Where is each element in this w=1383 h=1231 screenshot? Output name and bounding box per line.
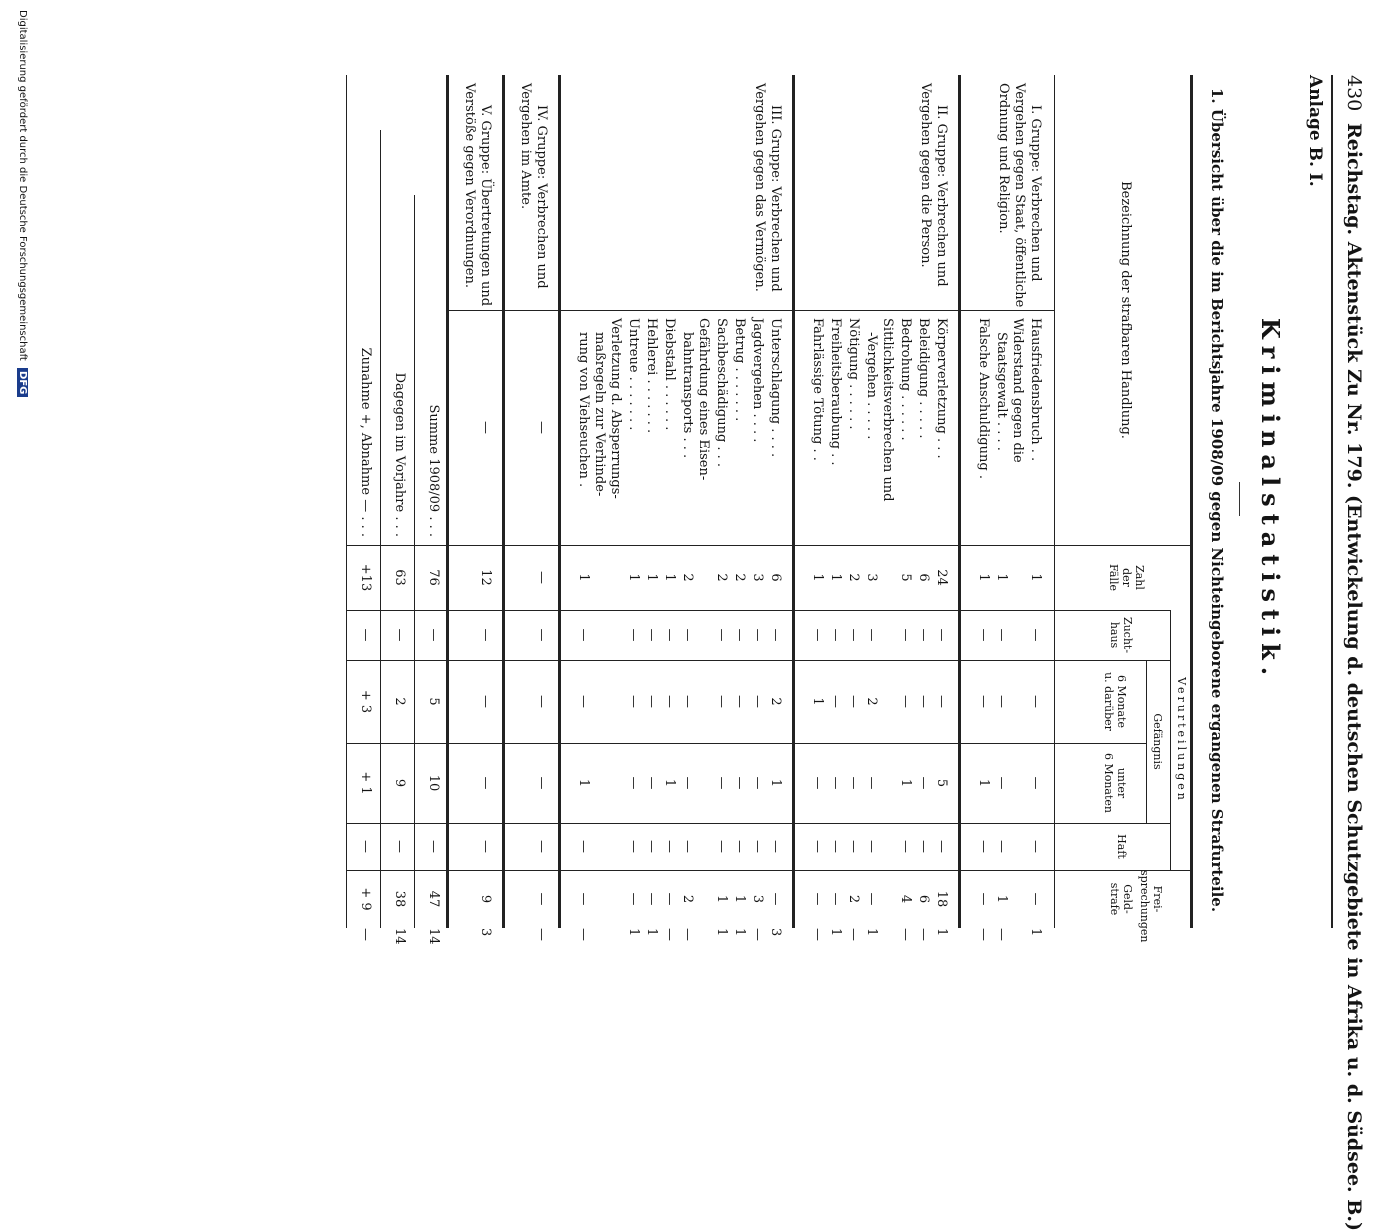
value-detention: — — [976, 840, 991, 853]
value-fine: 6 — [916, 894, 931, 904]
table-rule — [958, 75, 961, 928]
group-name: Verstöße gegen Verordnungen. — [462, 83, 477, 288]
value-cases: 1 — [576, 573, 591, 582]
value-acquittals: 1 — [732, 928, 747, 937]
value-prison-6plus: — — [1028, 695, 1043, 708]
value-prison-under6: — — [714, 776, 729, 790]
value-prison-6plus: — — [576, 695, 591, 708]
value-detention: — — [898, 840, 913, 853]
value-acquittals: 3 — [478, 928, 493, 937]
total-fine: 47 — [426, 890, 441, 908]
value-cases: 1 — [810, 573, 825, 582]
value-cases: 2 — [714, 573, 729, 582]
offense-label: Freiheitsberaubung . . — [828, 318, 843, 466]
value-prison-6plus: — — [976, 695, 991, 708]
value-prison-under6: — — [478, 776, 493, 790]
value-acquittals: — — [916, 928, 931, 941]
value-prison-under6: 1 — [898, 778, 913, 788]
cases-column-header: Zahl — [1133, 565, 1146, 590]
digitization-note — [17, 10, 28, 397]
value-cases: 1 — [662, 573, 677, 582]
value-acquittals: — — [534, 928, 549, 941]
value-prison-under6: — — [680, 776, 695, 790]
offense-label: Staatsgewalt . . . . — [994, 332, 1009, 451]
offense-label: Nötigung . . . . . . — [846, 318, 861, 430]
value-acquittals: — — [810, 928, 825, 941]
value-penitentiary: — — [750, 628, 765, 642]
value-penitentiary: — — [864, 628, 879, 642]
table-rule — [1170, 610, 1171, 870]
value-detention: — — [662, 840, 677, 853]
value-prison-6plus: — — [994, 695, 1009, 708]
value-fine: 2 — [846, 894, 861, 904]
value-cases: 2 — [680, 573, 695, 582]
offense-label: Widerstand gegen die — [1010, 318, 1025, 463]
penitentiary-column-header: Zucht- — [1121, 616, 1134, 654]
total-acquittals: 14 — [426, 928, 441, 945]
totals-label: Summe 1908/09 . . . — [426, 404, 441, 537]
table-rule — [414, 195, 415, 928]
total-detention: — — [392, 840, 407, 853]
value-penitentiary: — — [626, 628, 641, 642]
table-rule — [558, 75, 561, 928]
totals-label: Dagegen im Vorjahre . . . — [392, 372, 407, 537]
total-cases: 63 — [392, 569, 407, 586]
value-cases: 1 — [828, 573, 843, 582]
value-prison-6plus: — — [732, 695, 747, 708]
offense-label: — — [534, 421, 549, 434]
value-penitentiary: — — [714, 628, 729, 642]
table-rule — [380, 130, 381, 928]
header-rule — [1331, 75, 1333, 928]
value-prison-6plus: — — [898, 695, 913, 708]
acquittals-column-header: Frei- — [1151, 885, 1164, 913]
prison-under6-column-header: 6 Monaten — [1102, 752, 1115, 814]
value-acquittals: — — [662, 928, 677, 941]
value-fine: 9 — [478, 894, 493, 904]
offense-label: Jagdvergehen . . . . — [750, 318, 765, 443]
total-fine: 38 — [392, 890, 407, 908]
value-prison-6plus: — — [534, 695, 549, 708]
group-name: II. Gruppe: Verbrechen und — [934, 105, 949, 287]
table-rule — [502, 75, 505, 928]
value-prison-under6: — — [846, 776, 861, 790]
value-penitentiary: — — [478, 628, 493, 642]
total-prison-under6: + 1 — [358, 771, 373, 795]
value-fine: 1 — [994, 894, 1009, 904]
value-penitentiary: — — [898, 628, 913, 642]
value-prison-under6: — — [810, 776, 825, 790]
value-prison-6plus: — — [934, 695, 949, 708]
acquittals-column-header: sprechungen — [1138, 870, 1151, 943]
value-penitentiary: — — [994, 628, 1009, 642]
value-prison-under6: — — [1028, 776, 1043, 790]
group-name: V. Gruppe: Übertretungen und — [478, 105, 493, 307]
value-acquittals: 1 — [644, 928, 659, 937]
value-detention: — — [846, 840, 861, 853]
dfg-logo: DFG — [17, 368, 28, 397]
value-fine: — — [1028, 892, 1043, 906]
value-detention: — — [864, 840, 879, 853]
value-acquittals: — — [994, 928, 1009, 941]
prison-6plus-column-header: 6 Monate — [1115, 675, 1128, 728]
value-penitentiary: — — [934, 628, 949, 642]
value-prison-6plus: — — [750, 695, 765, 708]
value-fine: — — [768, 892, 783, 906]
value-detention: — — [714, 840, 729, 853]
value-acquittals: 3 — [768, 928, 783, 937]
value-detention: — — [750, 840, 765, 853]
offense-label: maßregeln zur Verhinde- — [592, 332, 607, 497]
fine-column-header: strafe — [1108, 882, 1121, 916]
table-rule — [1190, 75, 1193, 928]
cases-column-header: der — [1120, 568, 1133, 587]
total-prison-6plus: + 3 — [358, 689, 373, 714]
value-detention: — — [768, 840, 783, 853]
value-prison-under6: — — [864, 776, 879, 790]
value-acquittals: — — [576, 928, 591, 941]
offense-column-header: Bezeichnung der strafbaren Handlung. — [1118, 181, 1133, 439]
value-prison-6plus: — — [714, 695, 729, 708]
prison-header: Gefängnis — [1151, 713, 1164, 770]
offense-label: rung von Viehseuchen . — [576, 332, 591, 488]
column-rule — [347, 610, 1171, 611]
offense-label: Diebstahl . . . . . . — [662, 318, 677, 431]
total-prison-6plus: 5 — [426, 697, 441, 706]
value-cases: 2 — [846, 573, 861, 582]
group-name: III. Gruppe: Verbrechen und — [768, 105, 783, 292]
value-acquittals: — — [680, 928, 695, 941]
value-acquittals: — — [898, 928, 913, 941]
value-cases: 6 — [768, 573, 783, 582]
value-detention: — — [644, 840, 659, 853]
value-penitentiary: — — [732, 628, 747, 642]
total-prison-under6: 9 — [392, 778, 407, 788]
offense-label: Falsche Anschuldigung . — [976, 318, 991, 479]
value-prison-under6: 1 — [768, 778, 783, 788]
column-rule — [347, 743, 1147, 744]
page-header — [1335, 75, 1365, 1231]
value-prison-6plus: — — [828, 695, 843, 708]
value-prison-6plus: — — [626, 695, 641, 708]
group-name: Vergehen gegen die Person. — [918, 83, 933, 268]
offense-label: Betrug . . . . . . . — [732, 318, 747, 422]
value-cases: 3 — [750, 573, 765, 582]
offense-label: Körperverletzung . . . — [934, 318, 949, 459]
value-fine: — — [626, 892, 641, 906]
value-fine: — — [662, 892, 677, 906]
value-fine: — — [534, 892, 549, 906]
total-detention: — — [358, 840, 373, 853]
penitentiary-column-header: haus — [1108, 621, 1121, 649]
total-cases: +13 — [358, 563, 373, 592]
value-prison-6plus: 1 — [810, 697, 825, 706]
value-fine: 2 — [680, 894, 695, 904]
page-number: 430 — [1343, 75, 1365, 112]
offense-label: Sittlichkeitsverbrechen und — [880, 318, 895, 502]
value-penitentiary: — — [846, 628, 861, 642]
total-penitentiary: — — [426, 628, 441, 642]
total-prison-6plus: 2 — [392, 697, 407, 706]
value-fine: — — [576, 892, 591, 906]
column-rule — [347, 823, 1171, 824]
value-cases: 1 — [976, 573, 991, 582]
group-name: IV. Gruppe: Verbrechen und — [534, 105, 549, 289]
value-acquittals: — — [750, 928, 765, 941]
value-prison-under6: — — [644, 776, 659, 790]
offense-label: Bedrohung . . . . . . — [898, 318, 913, 441]
value-penitentiary: — — [768, 628, 783, 642]
column-rule — [347, 545, 1193, 546]
value-acquittals: 1 — [1028, 928, 1043, 937]
total-penitentiary: — — [358, 628, 373, 642]
value-prison-6plus: 2 — [864, 697, 879, 706]
value-prison-under6: 1 — [662, 778, 677, 788]
value-fine: 1 — [732, 894, 747, 904]
cases-column-header: Fälle — [1107, 564, 1120, 591]
value-penitentiary: — — [644, 628, 659, 642]
table-rule — [1146, 660, 1147, 823]
value-fine: — — [976, 892, 991, 906]
totals-label: Zunahme +, Abnahme — . . . — [358, 347, 373, 537]
value-prison-under6: 1 — [976, 778, 991, 788]
value-penitentiary: — — [1028, 628, 1043, 642]
column-rule — [347, 660, 1171, 661]
convictions-header: Verurteilungen — [1175, 677, 1188, 803]
value-prison-under6: — — [732, 776, 747, 790]
value-penitentiary: — — [662, 628, 677, 642]
total-penitentiary: — — [392, 628, 407, 642]
offense-label: — — [478, 421, 493, 434]
value-cases: 1 — [994, 573, 1009, 582]
value-detention: — — [576, 840, 591, 853]
value-cases: 2 — [732, 573, 747, 582]
offense-label: Sachbeschädigung . . . — [714, 318, 729, 468]
value-detention: — — [680, 840, 695, 853]
value-prison-under6: 5 — [934, 778, 949, 788]
value-acquittals: 1 — [934, 928, 949, 937]
value-fine: 3 — [750, 894, 765, 904]
detention-column-header: Haft — [1115, 834, 1128, 859]
value-detention: — — [534, 840, 549, 853]
value-detention: — — [994, 840, 1009, 853]
value-prison-under6: 1 — [576, 778, 591, 788]
value-acquittals: — — [846, 928, 861, 941]
value-detention: — — [934, 840, 949, 853]
total-prison-under6: 10 — [426, 774, 441, 792]
value-fine: — — [864, 892, 879, 906]
fine-column-header: Geld- — [1121, 884, 1134, 914]
offense-label: Beleidigung . . . . . — [916, 318, 931, 439]
group-name: Ordnung und Religion. — [996, 83, 1011, 234]
value-fine: — — [644, 892, 659, 906]
value-penitentiary: — — [916, 628, 931, 642]
value-penitentiary: — — [828, 628, 843, 642]
value-detention: — — [828, 840, 843, 853]
value-detention: — — [916, 840, 931, 853]
value-fine: — — [828, 892, 843, 906]
offense-label: Verletzung d. Absperrungs- — [608, 318, 623, 499]
prison-6plus-column-header: u. darüber — [1102, 672, 1115, 731]
value-acquittals: 1 — [714, 928, 729, 937]
value-prison-6plus: — — [662, 695, 677, 708]
value-prison-6plus: — — [916, 695, 931, 708]
digitization-text: Digitalisierung gefördert durch die Deutsche Forschungsgemeinschaft — [17, 10, 28, 361]
table-rule — [446, 75, 449, 928]
value-prison-6plus: 2 — [768, 697, 783, 706]
annex-label: Anlage B. I. — [1305, 75, 1325, 187]
value-acquittals: 1 — [828, 928, 843, 937]
value-penitentiary: — — [810, 628, 825, 642]
offense-label: -Vergehen . . . . . — [864, 332, 879, 440]
value-cases: 3 — [864, 573, 879, 582]
value-prison-6plus: — — [680, 695, 695, 708]
value-prison-under6: — — [994, 776, 1009, 790]
offense-label: Hausfriedensbruch . . — [1028, 318, 1043, 462]
table-rule — [1054, 75, 1055, 928]
value-prison-6plus: — — [478, 695, 493, 708]
value-fine: 1 — [714, 894, 729, 904]
table-caption: 1. Übersicht über die im Berichtsjahre 1908/09 gegen Nichteingeborene ergangenen Strafurteile. — [1208, 87, 1226, 913]
offense-label: Untreue . . . . . . . — [626, 318, 641, 431]
title-separator — [1239, 482, 1240, 516]
value-acquittals: — — [976, 928, 991, 941]
value-fine: — — [810, 892, 825, 906]
value-cases: 1 — [626, 573, 641, 582]
value-prison-6plus: — — [846, 695, 861, 708]
table-rule — [346, 75, 347, 928]
offense-label: Unterschlagung . . . . — [768, 318, 783, 458]
value-penitentiary: — — [534, 628, 549, 642]
value-fine: 18 — [934, 890, 949, 908]
value-cases: 6 — [916, 573, 931, 582]
page-title: Kriminalstatistik. — [1256, 317, 1285, 683]
crime-statistics-table — [51, 75, 1193, 945]
value-cases: 1 — [1028, 573, 1043, 582]
offense-label: Gefährdung eines Eisen- — [696, 318, 711, 481]
value-detention: — — [810, 840, 825, 853]
offense-label: Hehlerei . . . . . . . — [644, 318, 659, 434]
value-detention: — — [732, 840, 747, 853]
value-prison-6plus: — — [644, 695, 659, 708]
running-title: Reichstag. Aktenstück Zu Nr. 179. (Entwickelung d. deutschen Schutzgebiete in Afrika u. d. Südsee. B.) — [1343, 123, 1365, 1231]
value-acquittals: 1 — [864, 928, 879, 937]
value-penitentiary: — — [680, 628, 695, 642]
total-acquittals: — — [358, 928, 373, 941]
value-prison-under6: — — [750, 776, 765, 790]
column-rule — [347, 870, 1193, 871]
total-fine: + 9 — [358, 887, 373, 911]
value-cases: 5 — [898, 573, 913, 582]
column-rule — [449, 310, 1055, 311]
value-cases: — — [534, 571, 549, 584]
value-acquittals: 1 — [626, 928, 641, 937]
offense-label: bahntransports . . . — [680, 332, 695, 459]
value-detention: — — [1028, 840, 1043, 853]
value-cases: 1 — [644, 573, 659, 582]
prison-under6-column-header: unter — [1115, 767, 1128, 799]
total-acquittals: 14 — [392, 928, 407, 945]
value-penitentiary: — — [576, 628, 591, 642]
group-name: Vergehen gegen Staat, öffentliche — [1012, 83, 1027, 308]
value-prison-under6: — — [626, 776, 641, 790]
group-name: Vergehen im Amte. — [518, 83, 533, 210]
value-fine: 4 — [898, 894, 913, 904]
value-cases: 12 — [478, 569, 493, 586]
value-prison-under6: — — [916, 776, 931, 790]
table-rule — [792, 75, 795, 928]
value-detention: — — [626, 840, 641, 853]
group-name: I. Gruppe: Verbrechen und — [1028, 105, 1043, 282]
value-prison-under6: — — [828, 776, 843, 790]
total-detention: — — [426, 840, 441, 853]
value-prison-under6: — — [534, 776, 549, 790]
offense-label: Fahrlässige Tötung . . — [810, 318, 825, 461]
value-penitentiary: — — [976, 628, 991, 642]
total-cases: 76 — [426, 569, 441, 586]
value-detention: — — [478, 840, 493, 853]
group-name: Vergehen gegen das Vermögen. — [752, 83, 767, 292]
value-cases: 24 — [934, 569, 949, 586]
